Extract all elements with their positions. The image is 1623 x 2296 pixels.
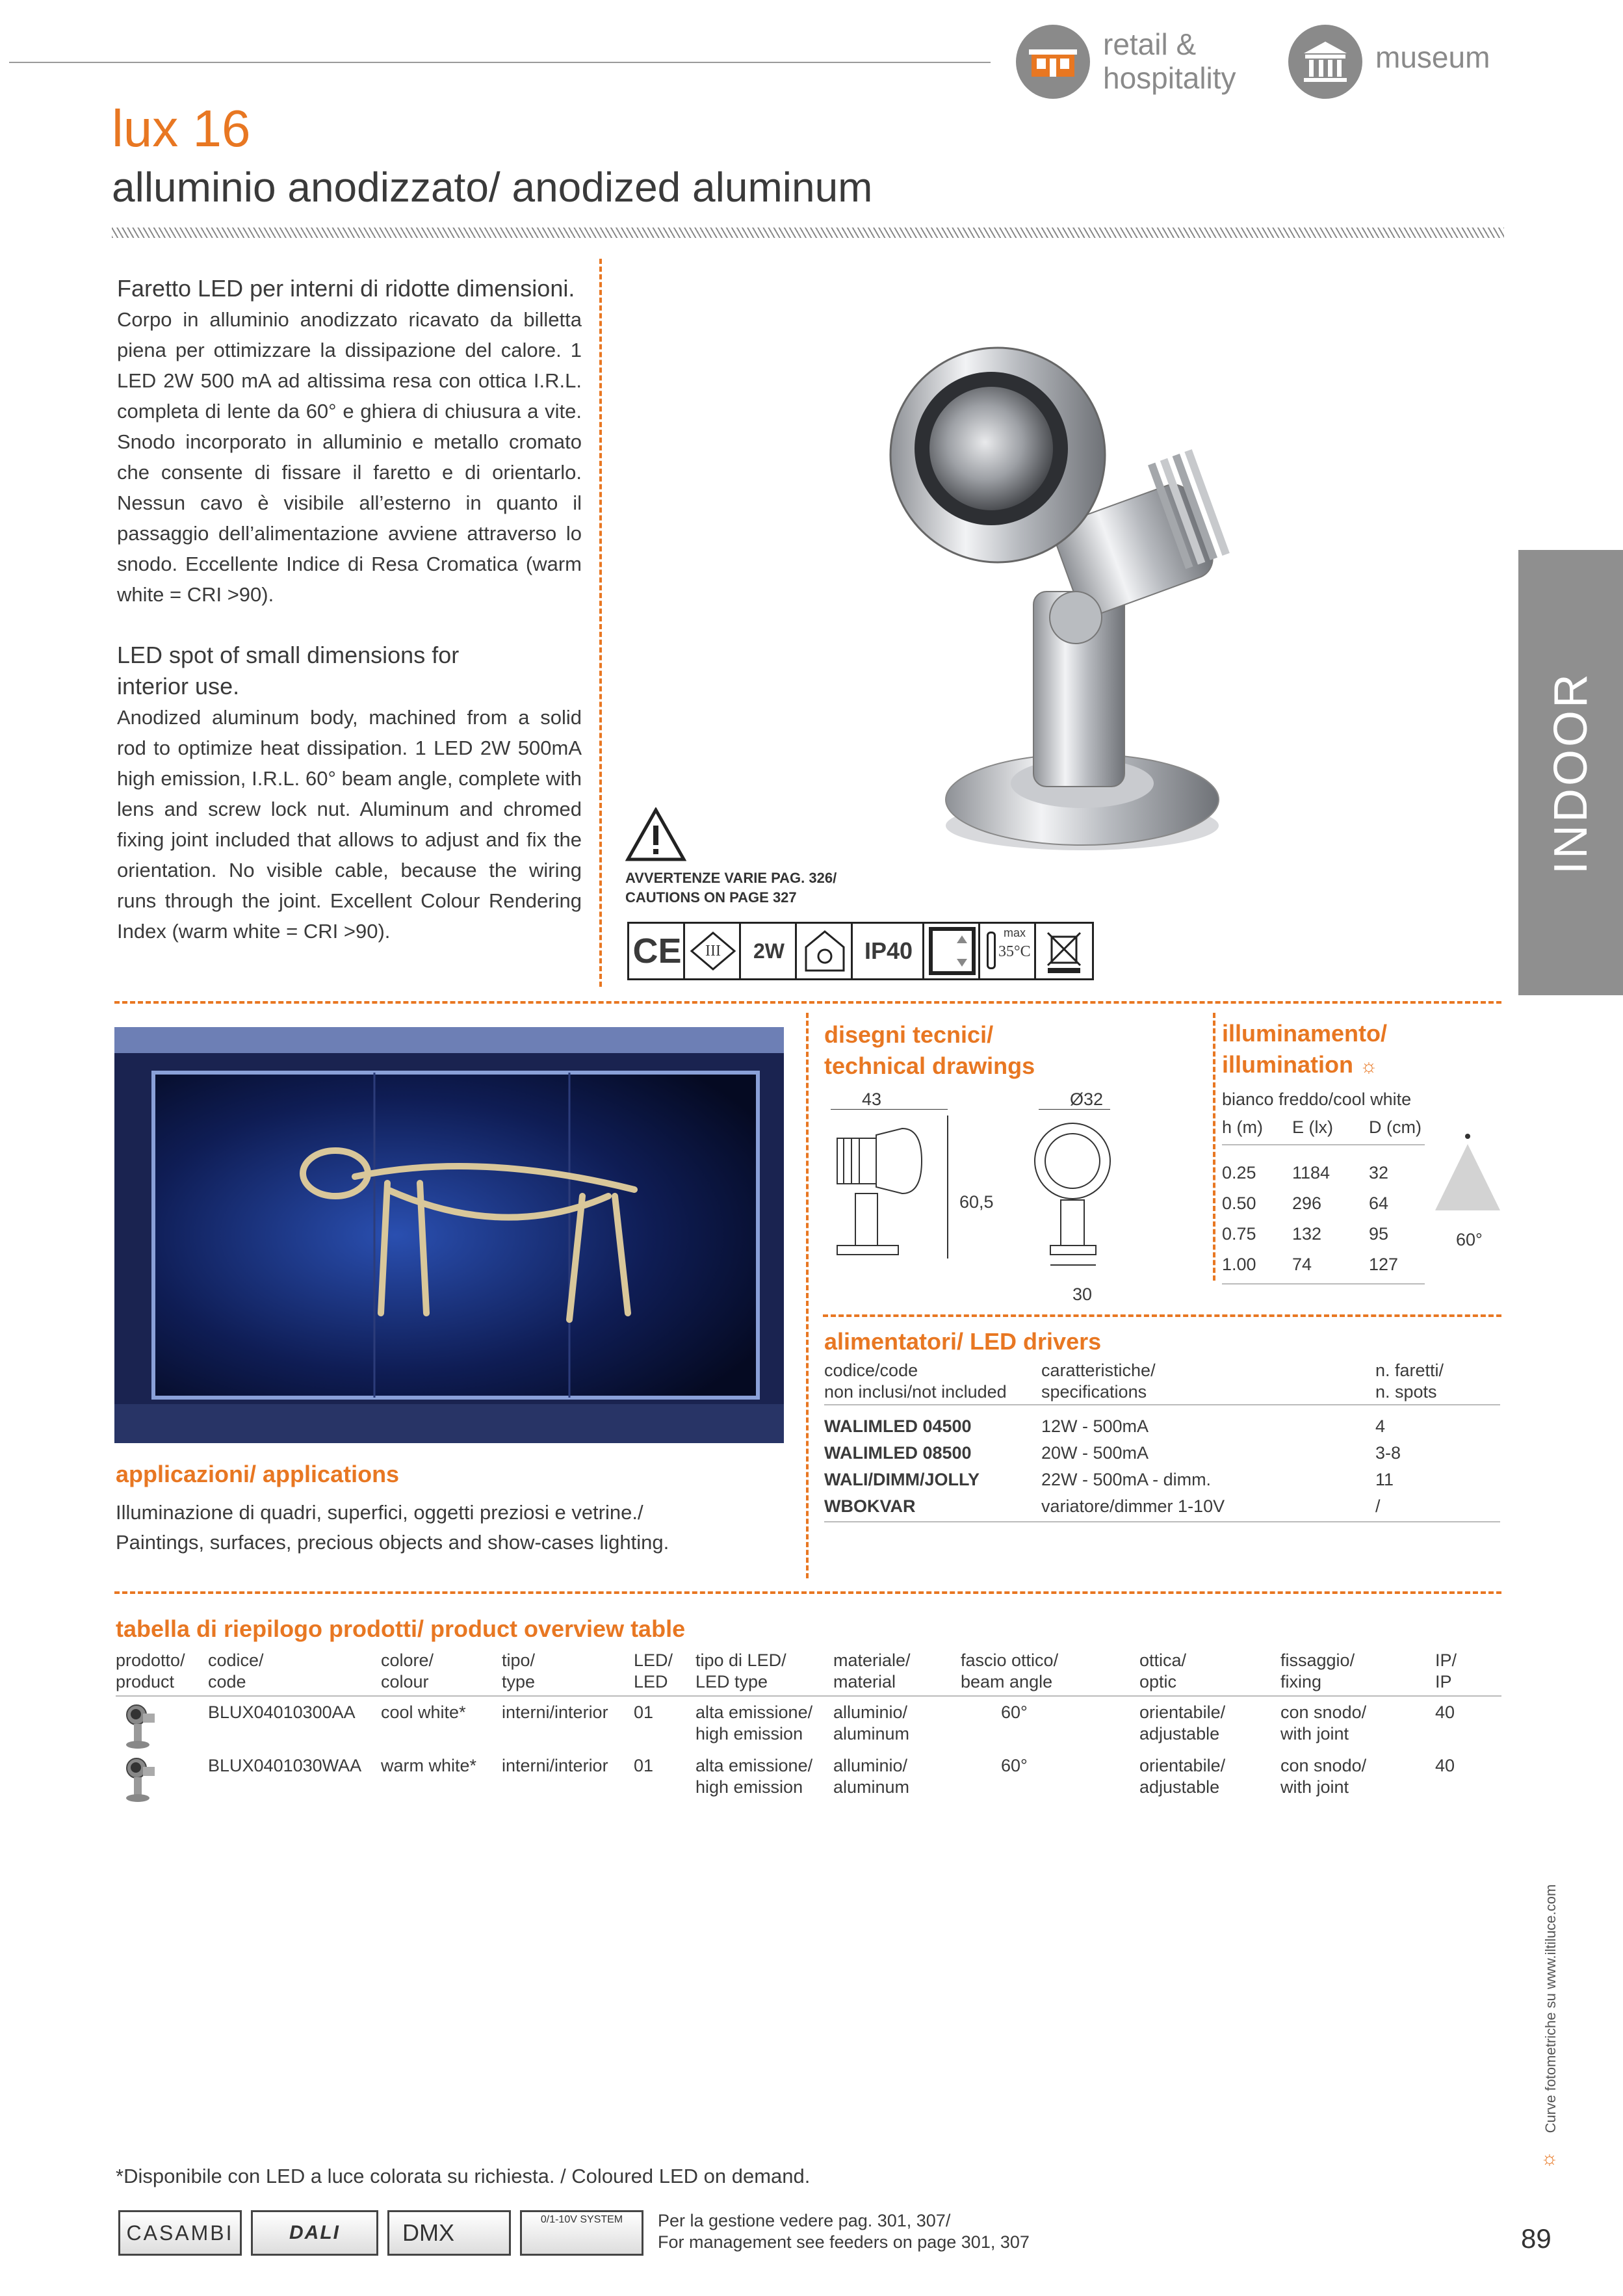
ov-header-colour-1: colore/ [381,1650,434,1670]
header-rule [9,62,991,63]
dim-base: 30 [1072,1285,1093,1304]
casambi-logo-text: CASAMBI [126,2221,234,2245]
application-photo [114,1027,784,1443]
max-temp-icon [978,922,1038,980]
ov-row-0-led-type [695,1702,812,1745]
thermometer-icon [987,932,996,969]
beam-angle-label: 60° [1456,1230,1483,1249]
museum-badge [1288,25,1362,99]
drivers-divider [823,1314,1501,1317]
retail-label [1103,27,1236,95]
ov-row-0-fixing-2: with joint [1280,1724,1349,1743]
indoor-tab-label: INDOOR [1544,671,1597,874]
illumination-title-line2-text: illumination [1222,1051,1353,1078]
ov-row-0-material [833,1702,909,1745]
ov-header-led-2: LED [634,1672,668,1691]
ov-row-1-led-type [695,1755,812,1798]
dimmer-system-logo [520,2210,643,2256]
drivers-header-spec [1041,1360,1156,1403]
illum-row-3-h: 1.00 [1222,1255,1256,1274]
ov-header-beam-1: fascio ottico/ [961,1650,1059,1670]
dmx-logo-text: DMX [402,2219,454,2246]
ov-row-0-type: interni/interior [502,1702,608,1722]
ov-header-product-2: product [116,1672,175,1691]
ov-row-0-colour: cool white* [381,1702,466,1722]
vertical-note-text: Curve fotometriche su www.iltiluce.com [1542,1884,1559,2133]
management-text [658,2210,1030,2253]
page-number: 89 [1521,2223,1552,2254]
ov-header-code-1: codice/ [208,1650,264,1670]
illum-header-h: h (m) [1222,1117,1263,1137]
description-en-body: Anodized aluminum body, machined from a solid rod to optimize heat dissipation. 1 LED 2W 500mA high emission, I.R.L. 60° beam angle, complete with lens and screw lock nut. Aluminum and chromed fixing joint included that allows to adjust and fix the orientation. No visible cable, because the wiring runs through the joint. Excellent Colour Rendering Index (warm white = CRI >90). [117,706,582,943]
illumination-title [1222,1018,1387,1082]
description-divider [599,259,602,987]
ov-header-material-2: material [833,1672,896,1691]
ov-header-beam [961,1650,1058,1693]
overview-title: tabella di riepilogo prodotti/ product overview table [116,1615,686,1642]
technical-drawing [824,1109,1136,1278]
dali-logo [251,2210,378,2256]
driver-row-2-spots: 11 [1375,1470,1394,1489]
ov-header-material-1: materiale/ [833,1650,911,1670]
dim-width: 43 [862,1089,882,1109]
adjust-icon [922,922,982,980]
technical-drawings-title-line2: technical drawings [824,1052,1035,1079]
ov-header-ip-2: IP [1435,1672,1452,1691]
ov-row-1-material-1: alluminio/ [833,1756,908,1775]
cool-white-sun-icon: ☼ [1360,1056,1378,1077]
ip-label: IP40 [864,937,913,964]
illum-row-0-d: 32 [1369,1163,1389,1182]
drivers-header-rule [824,1404,1500,1405]
illum-row-2-e: 132 [1292,1224,1322,1244]
ov-header-fixing-2: fixing [1280,1672,1322,1691]
drivers-header-spots-line1: n. faretti/ [1375,1361,1444,1380]
driver-row-0-spec: 12W - 500mA [1041,1416,1149,1436]
illumination-subtitle: bianco freddo/cool white [1222,1089,1412,1109]
product-subtitle: alluminio anodizzato/ anodized aluminum [112,164,873,211]
description [117,273,582,946]
applications-title: applicazioni/ applications [116,1461,400,1487]
ov-row-0-fixing [1280,1702,1366,1745]
drivers-header-spots-line2: n. spots [1375,1382,1437,1402]
ov-row-0-optic [1139,1702,1225,1745]
illum-row-1-d: 64 [1369,1194,1389,1213]
ov-header-ip [1435,1650,1457,1693]
ov-row-1-code: BLUX0401030WAA [208,1756,362,1775]
driver-row-1-code: WALIMLED 08500 [824,1443,972,1463]
illum-header-e: E (lx) [1292,1117,1333,1137]
hatch-rule [112,228,1504,238]
ov-row-1-led-type-1: alta emissione/ [695,1756,813,1775]
class-iii-label: III [705,943,721,959]
description-en-title: LED spot of small dimensions for interior use. [117,642,460,699]
ov-header-led-1: LED/ [634,1650,673,1670]
max-label: max [1004,926,1026,939]
ov-header-ip-1: IP/ [1435,1650,1457,1670]
warning-line2: CAUTIONS ON PAGE 327 [625,889,797,906]
ov-header-beam-2: beam angle [961,1672,1053,1691]
ov-row-1-fixing [1280,1755,1366,1798]
ov-header-product [116,1650,185,1693]
ov-header-fixing [1280,1650,1355,1693]
illum-row-0-e: 1184 [1292,1163,1331,1182]
warning-text [625,868,837,907]
ov-header-type-2: type [502,1672,536,1691]
ov-header-colour-2: colour [381,1672,429,1691]
ov-row-0-material-1: alluminio/ [833,1702,908,1722]
footer-note: *Disponibile con LED a luce colorata su richiesta. / Coloured LED on demand. [116,2165,811,2187]
illumination-title-line1: illuminamento/ [1222,1020,1388,1047]
ov-row-1-material [833,1755,909,1798]
driver-row-3-spots: / [1375,1496,1381,1516]
illum-header-rule [1222,1144,1425,1145]
drivers-header-spots [1375,1360,1444,1403]
ov-row-0-code: BLUX04010300AA [208,1702,356,1722]
drivers-header-code-line2: non inclusi/not included [824,1382,1007,1402]
ov-header-material [833,1650,911,1693]
driver-row-3-code: WBOKVAR [824,1496,916,1516]
technical-drawings-title [824,1019,1035,1082]
museum-label: museum [1375,40,1490,74]
drivers-bottom-rule [824,1521,1500,1522]
ov-row-0-led-type-1: alta emissione/ [695,1702,813,1722]
illum-row-3-d: 127 [1369,1255,1399,1274]
ov-row-0-optic-1: orientabile/ [1139,1702,1226,1722]
ov-row-1-optic [1139,1755,1225,1798]
vertical-note [1538,1846,1564,2171]
ov-header-optic-2: optic [1139,1672,1177,1691]
drivers-title: alimentatori/ LED drivers [824,1328,1102,1355]
warning-line1: AVVERTENZE VARIE PAG. 326/ [625,870,837,886]
ov-row-1-product-thumb [121,1756,160,1803]
ov-row-1-fixing-2: with joint [1280,1777,1349,1797]
illum-row-2-d: 95 [1369,1224,1389,1244]
applications-line2: Paintings, surfaces, precious objects and show-cases lighting. [116,1531,669,1554]
ov-row-1-fixing-1: con snodo/ [1280,1756,1367,1775]
driver-row-1-spots: 3-8 [1375,1443,1401,1463]
ov-header-optic-1: ottica/ [1139,1650,1187,1670]
illum-row-3-e: 74 [1292,1255,1312,1274]
ce-icon [627,922,687,980]
vertical-note-sun-icon: ☼ [1540,2148,1559,2169]
ov-header-product-1: prodotto/ [116,1650,185,1670]
illumination-title-line2 [1222,1049,1387,1082]
dim-diameter: Ø32 [1070,1089,1104,1109]
ov-row-1-optic-2: adjustable [1139,1777,1220,1797]
indoor-tab [1518,550,1623,995]
illum-bottom-rule [1222,1283,1425,1285]
driver-row-2-code: WALI/DIMM/JOLLY [824,1470,980,1489]
ov-row-0-optic-2: adjustable [1139,1724,1220,1743]
driver-row-2-spec: 22W - 500mA - dimm. [1041,1470,1212,1489]
ov-header-code [208,1650,264,1693]
drivers-header-code-line1: codice/code [824,1361,918,1380]
retail-hospitality-badge [1016,25,1090,99]
ip-icon [851,922,926,980]
casambi-logo [118,2210,242,2256]
illum-row-1-h: 0.50 [1222,1194,1256,1213]
ov-row-0-product-thumb [121,1703,160,1750]
ov-row-1-colour: warm white* [381,1756,477,1775]
house-icon [795,922,855,980]
retail-label-line2: hospitality [1103,61,1236,95]
ov-row-0-ip: 40 [1435,1702,1455,1722]
ov-row-1-material-2: aluminum [833,1777,910,1797]
drivers-header-spec-line2: specifications [1041,1382,1147,1402]
ov-header-fixing-1: fissaggio/ [1280,1650,1355,1670]
drivers-header-code [824,1360,1007,1403]
ov-header-led-type [695,1650,786,1693]
power-icon [739,922,799,980]
dimmer-system-logo-text: 0/1-10V SYSTEM [540,2214,623,2225]
drivers-header-spec-line1: caratteristiche/ [1041,1361,1156,1380]
ov-row-0-material-2: aluminum [833,1724,910,1743]
ov-header-rule [116,1695,1501,1697]
temp-label: 35°C [998,943,1031,960]
description-it-body: Corpo in alluminio anodizzato ricavato da billetta piena per ottimizzare la dissipazione del calore. 1 LED 2W 500 mA ad altissima resa con ottica I.R.L. completa di lente da 60° e ghiera di chiusura a vite. Snodo incorporato in alluminio e metallo cromato che consente di fissare il faretto e di orientarlo. Nessun cavo è visibile all’esterno in quanto il passaggio dell’alimentazione avviene attraverso lo snodo. Eccellente Indice di Resa Cromatica (warm white = CRI >90). [117,308,582,606]
power-label: 2W [753,939,785,963]
dmx-logo [387,2210,511,2256]
shop-icon [1016,25,1090,99]
dali-logo-text: DALI [289,2222,340,2243]
ov-header-led-type-1: tipo di LED/ [695,1650,786,1670]
illumination-divider [1213,1013,1215,1281]
museum-icon [1288,25,1362,99]
weee-bin-icon [1034,922,1094,980]
ce-mark: CE [632,932,682,971]
retail-label-line1: retail & [1103,27,1197,61]
ov-row-1-led: 01 [634,1756,654,1775]
ov-row-1-type: interni/interior [502,1756,608,1775]
ov-row-0-beam: 60° [1001,1702,1028,1722]
management-line1: Per la gestione vedere pag. 301, 307/ [658,2211,951,2230]
ov-header-type-1: tipo/ [502,1650,536,1670]
ov-header-type [502,1650,535,1693]
ov-row-1-led-type-2: high emission [695,1777,803,1797]
dim-height: 60,5 [959,1192,994,1212]
class-iii-icon [683,922,743,980]
driver-row-0-spots: 4 [1375,1416,1386,1436]
warning-triangle-icon [625,807,686,862]
ov-header-optic [1139,1650,1186,1693]
middle-vertical-divider [806,1013,809,1578]
ov-row-1-optic-1: orientabile/ [1139,1756,1226,1775]
ov-header-led [634,1650,673,1693]
illum-header-d: D (cm) [1369,1117,1422,1137]
illum-row-0-h: 0.25 [1222,1163,1256,1182]
driver-row-3-spec: variatore/dimmer 1-10V [1041,1496,1225,1516]
ov-row-1-beam: 60° [1001,1756,1028,1775]
product-photo [861,345,1258,852]
management-line2: For management see feeders on page 301, 307 [658,2232,1030,2252]
driver-row-0-code: WALIMLED 04500 [824,1416,972,1436]
ov-header-led-type-2: LED type [695,1672,768,1691]
illum-row-1-e: 296 [1292,1194,1322,1213]
ov-row-0-led: 01 [634,1702,654,1722]
beam-cone-icon [1430,1131,1508,1216]
driver-row-1-spec: 20W - 500mA [1041,1443,1149,1463]
applications-text [116,1498,669,1558]
ov-header-colour [381,1650,434,1693]
ov-header-code-2: code [208,1672,246,1691]
product-title: lux 16 [112,99,251,157]
illum-row-2-h: 0.75 [1222,1224,1256,1244]
ov-row-0-fixing-1: con snodo/ [1280,1702,1367,1722]
applications-line1: Illuminazione di quadri, superfici, oggetti preziosi e vetrine./ [116,1501,643,1524]
technical-drawings-title-line1: disegni tecnici/ [824,1021,994,1048]
overview-divider [114,1591,1501,1594]
description-it-title: Faretto LED per interni di ridotte dimensioni. [117,275,575,302]
ov-row-1-ip: 40 [1435,1756,1455,1775]
ov-row-0-led-type-2: high emission [695,1724,803,1743]
middle-divider [114,1001,1501,1004]
